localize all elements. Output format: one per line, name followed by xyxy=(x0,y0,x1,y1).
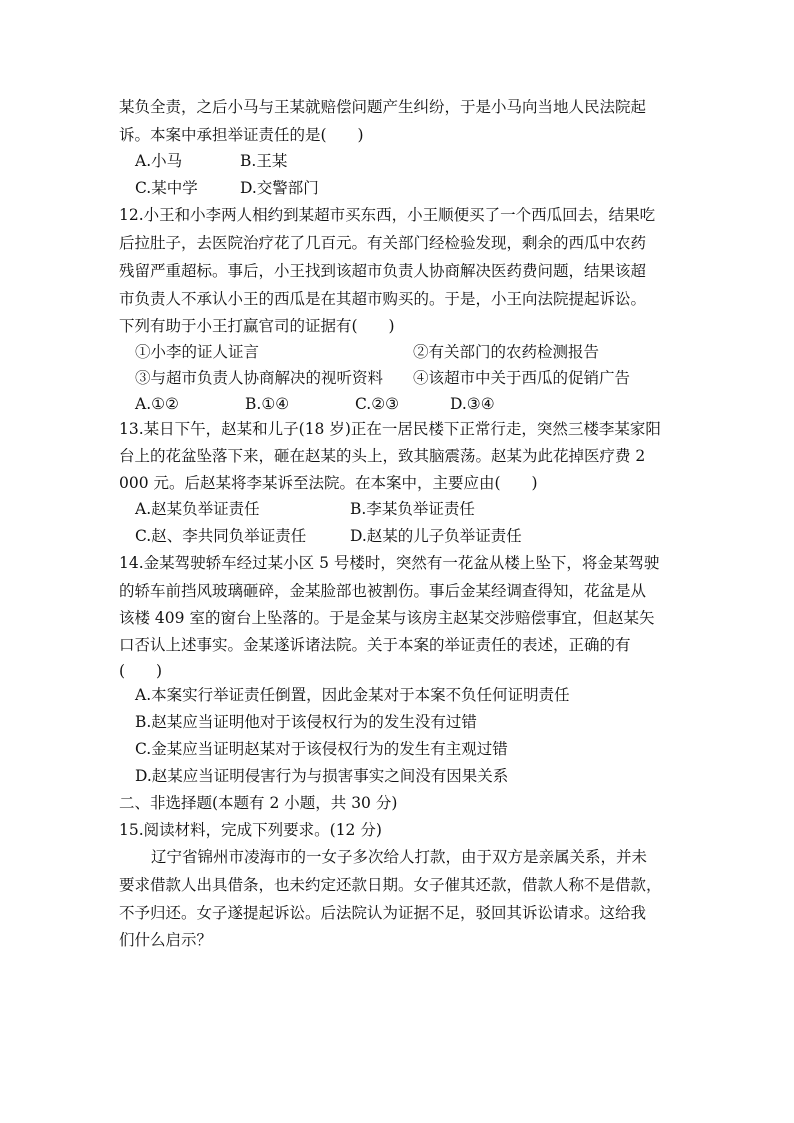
q12-option-b: B.①④ xyxy=(245,395,290,413)
q12-option-c: C.②③ xyxy=(355,395,400,413)
q13-option-d: D.赵某的儿子负举证责任 xyxy=(350,527,522,545)
q14-line-3: 该楼 409 室的窗台上坠落的。于是金某与该房主赵某交涉赔偿事宜，但赵某矢 xyxy=(119,609,655,627)
q11-option-d: D.交警部门 xyxy=(240,179,319,197)
q12-line-2: 后拉肚子，去医院治疗花了几百元。有关部门经检验发现，剩余的西瓜中农药 xyxy=(119,234,647,252)
q14-line-4: 口否认上述事实。金某遂诉诸法院。关于本案的举证责任的表述，正确的有 xyxy=(119,636,631,654)
q12-line-3: 残留严重超标。事后，小王找到该超市负责人协商解决医药费问题，结果该超 xyxy=(119,262,647,280)
q13-option-a: A.赵某负举证责任 xyxy=(135,500,260,518)
q11-option-c: C.某中学 xyxy=(135,179,198,197)
q13-line-2: 台上的花盆坠落下来，砸在赵某的头上，致其脑震荡。赵某为此花掉医疗费 2 xyxy=(119,447,646,465)
q14-line-5: ( ) xyxy=(119,662,163,680)
q14-option-a: A.本案实行举证责任倒置，因此金某对于本案不负任何证明责任 xyxy=(135,686,570,704)
q11-option-b: B.王某 xyxy=(240,152,288,170)
q12-option-d: D.③④ xyxy=(450,395,495,413)
q13-line-1: 13.某日下午，赵某和儿子(18 岁)正在一居民楼下正常行走，突然三楼李某家阳 xyxy=(119,420,661,438)
q11-option-a: A.小马 xyxy=(135,152,183,170)
q12-item-4: ④该超市中关于西瓜的促销广告 xyxy=(413,369,631,387)
q12-item-3: ③与超市负责人协商解决的视听资料 xyxy=(135,369,384,387)
q12-item-2: ②有关部门的农药检测报告 xyxy=(413,343,600,361)
q12-line-4: 市负责人不承认小王的西瓜是在其超市购买的。于是，小王向法院提起诉讼。 xyxy=(119,290,647,308)
q14-line-2: 的轿车前挡风玻璃砸碎，金某脸部也被割伤。事后金某经调查得知，花盆是从 xyxy=(119,582,647,600)
q15-line-4: 不予归还。女子遂提起诉讼。后法院认为证据不足，驳回其诉讼请求。这给我 xyxy=(119,904,647,922)
q12-line-5: 下列有助于小王打赢官司的证据有( ) xyxy=(119,317,395,335)
q15-line-3: 要求借款人出具借条，也未约定还款日期。女子催其还款，借款人称不是借款， xyxy=(119,876,662,894)
q12-item-1: ①小李的证人证言 xyxy=(135,343,260,361)
q12-line-1: 12.小王和小李两人相约到某超市买东西，小王顺便买了一个西瓜回去，结果吃 xyxy=(119,206,656,224)
q14-option-d: D.赵某应当证明侵害行为与损害事实之间没有因果关系 xyxy=(135,767,509,785)
q13-line-3: 000 元。后赵某将李某诉至法院。在本案中，主要应由( ) xyxy=(119,474,538,492)
q15-line-5: 们什么启示？ xyxy=(119,931,213,949)
q11-line-2: 诉。本案中承担举证责任的是( ) xyxy=(119,126,364,144)
q14-option-b: B.赵某应当证明他对于该侵权行为的发生没有过错 xyxy=(135,713,477,731)
section-2-heading: 二、非选择题(本题有 2 小题，共 30 分) xyxy=(119,794,398,812)
q13-option-b: B.李某负举证责任 xyxy=(350,500,475,518)
q11-line-1: 某负全责，之后小马与王某就赔偿问题产生纠纷，于是小马向当地人民法院起 xyxy=(119,98,647,116)
q15-line-1: 15.阅读材料，完成下列要求。(12 分) xyxy=(119,821,382,839)
q12-option-a: A.①② xyxy=(135,395,179,413)
q13-option-c: C.赵、李共同负举证责任 xyxy=(135,527,307,545)
q14-option-c: C.金某应当证明赵某对于该侵权行为的发生有主观过错 xyxy=(135,740,508,758)
q14-line-1: 14.金某驾驶轿车经过某小区 5 号楼时，突然有一花盆从楼上坠下，将金某驾驶 xyxy=(119,554,660,572)
q15-line-2: 辽宁省锦州市凌海市的一女子多次给人打款，由于双方是亲属关系，并未 xyxy=(151,848,648,866)
